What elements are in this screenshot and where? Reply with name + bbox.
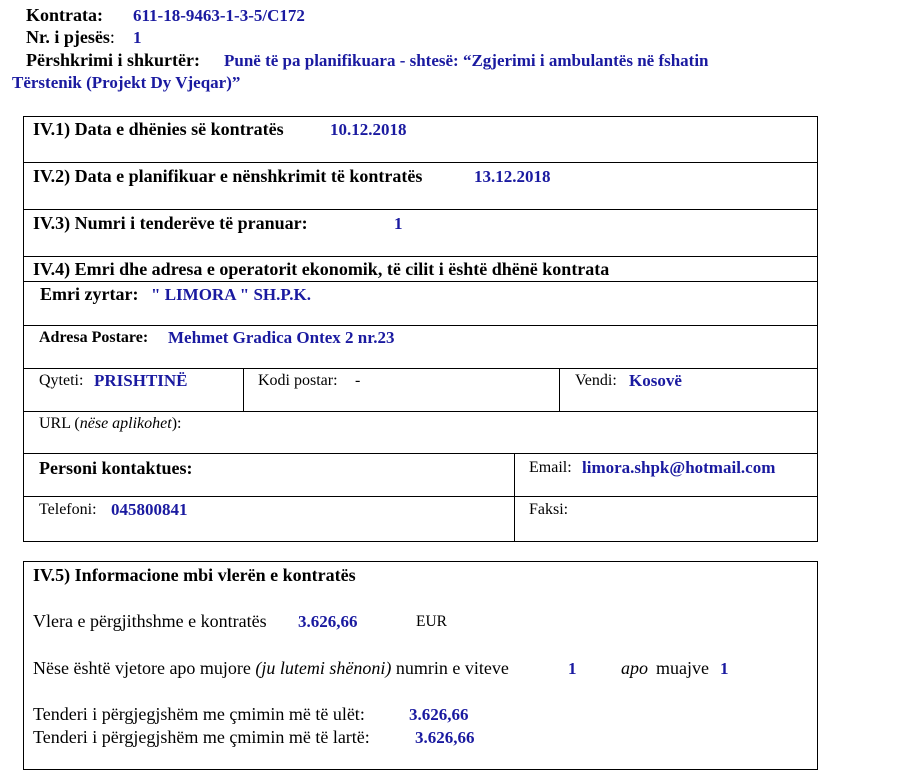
tenders-received-value: 1: [394, 214, 403, 233]
signing-date-value: 13.12.2018: [474, 167, 551, 186]
row-divider: [23, 496, 818, 497]
award-date-value: 10.12.2018: [330, 120, 407, 139]
contract-value-title: IV.5) Informacione mbi vlerën e kontratës: [33, 565, 356, 585]
postal-code-label: Kodi postar:: [258, 372, 338, 389]
years-value: 1: [568, 659, 577, 678]
col-divider: [243, 368, 244, 411]
award-date-label: IV.1) Data e dhënies së kontratës: [33, 119, 284, 139]
row-divider: [23, 209, 818, 210]
part-number-label: Nr. i pjesës: [26, 27, 110, 47]
row-divider: [23, 281, 818, 282]
city-value: PRISHTINË: [94, 371, 188, 390]
country-value: Kosovë: [629, 371, 682, 390]
contract-label: Kontrata:: [26, 5, 103, 25]
months-value: 1: [720, 659, 729, 678]
highest-price-label: Tenderi i përgjegjshëm me çmimin më të lartë:: [33, 727, 370, 747]
col-divider: [514, 453, 515, 542]
lowest-price-label: Tenderi i përgjegjshëm me çmimin më të ulët:: [33, 704, 365, 724]
row-divider: [23, 162, 818, 163]
part-number-value: 1: [133, 28, 142, 47]
col-divider: [559, 368, 560, 411]
total-value-amount: 3.626,66: [298, 612, 358, 631]
operator-section-title: IV.4) Emri dhe adresa e operatorit ekonomik, të cilit i është dhënë kontrata: [33, 259, 610, 279]
url-label-end: ):: [171, 415, 182, 432]
short-description-line2: Tërstenik (Projekt Dy Vjeqar)”: [12, 73, 241, 92]
postal-address-label: Adresa Postare:: [39, 329, 149, 346]
duration-note: (ju lutemi shënoni): [255, 658, 392, 678]
postal-code-value: -: [355, 372, 361, 389]
months-label: muajve: [656, 658, 709, 678]
city-label: Qyteti:: [39, 372, 84, 389]
url-label-italic: nëse aplikohet: [79, 415, 172, 432]
contact-person-label-row: [39, 458, 193, 479]
postal-address-value: Mehmet Gradica Ontex 2 nr.23: [168, 328, 395, 347]
url-label: [39, 415, 181, 433]
duration-text: Nëse është vjetore apo mujore: [33, 658, 251, 678]
row-divider: [23, 411, 818, 412]
official-name-value: " LIMORA " SH.P.K.: [151, 285, 311, 304]
highest-price-value: 3.626,66: [415, 728, 475, 747]
short-description-line1: Punë të pa planifikuara - shtesë: “Zgjerimi i ambulantës në fshatin: [224, 51, 709, 70]
lowest-price-value: 3.626,66: [409, 705, 469, 724]
tenders-received-label: IV.3) Numri i tenderëve të pranuar:: [33, 213, 308, 233]
row-divider: [23, 256, 818, 257]
part-number-colon: :: [109, 27, 115, 47]
total-value-label: Vlera e përgjithshme e kontratës: [33, 611, 267, 631]
phone-value: 045800841: [111, 500, 188, 519]
contract-number: 611-18-9463-1-3-5/C172: [133, 6, 305, 25]
url-label-start: URL (: [39, 415, 80, 432]
years-label: numrin e viteve: [395, 658, 509, 678]
or-label: apo: [621, 658, 648, 678]
contact-person-label: Personi kontaktues:: [39, 458, 193, 478]
row-divider: [23, 453, 818, 454]
fax-label: Faksi:: [529, 501, 569, 518]
country-label: Vendi:: [575, 372, 617, 389]
phone-label: Telefoni:: [39, 501, 97, 518]
part-number-row: [26, 27, 115, 48]
signing-date-label: IV.2) Data e planifikuar e nënshkrimit të kontratës: [33, 166, 423, 186]
email-label: Email:: [529, 459, 572, 476]
official-name-label: Emri zyrtar:: [40, 284, 139, 304]
email-value: limora.shpk@hotmail.com: [582, 458, 776, 477]
row-divider: [23, 368, 818, 369]
duration-row: [33, 658, 509, 679]
row-divider: [23, 325, 818, 326]
currency-label: EUR: [416, 613, 447, 630]
short-description-label: Përshkrimi i shkurtër:: [26, 50, 200, 70]
